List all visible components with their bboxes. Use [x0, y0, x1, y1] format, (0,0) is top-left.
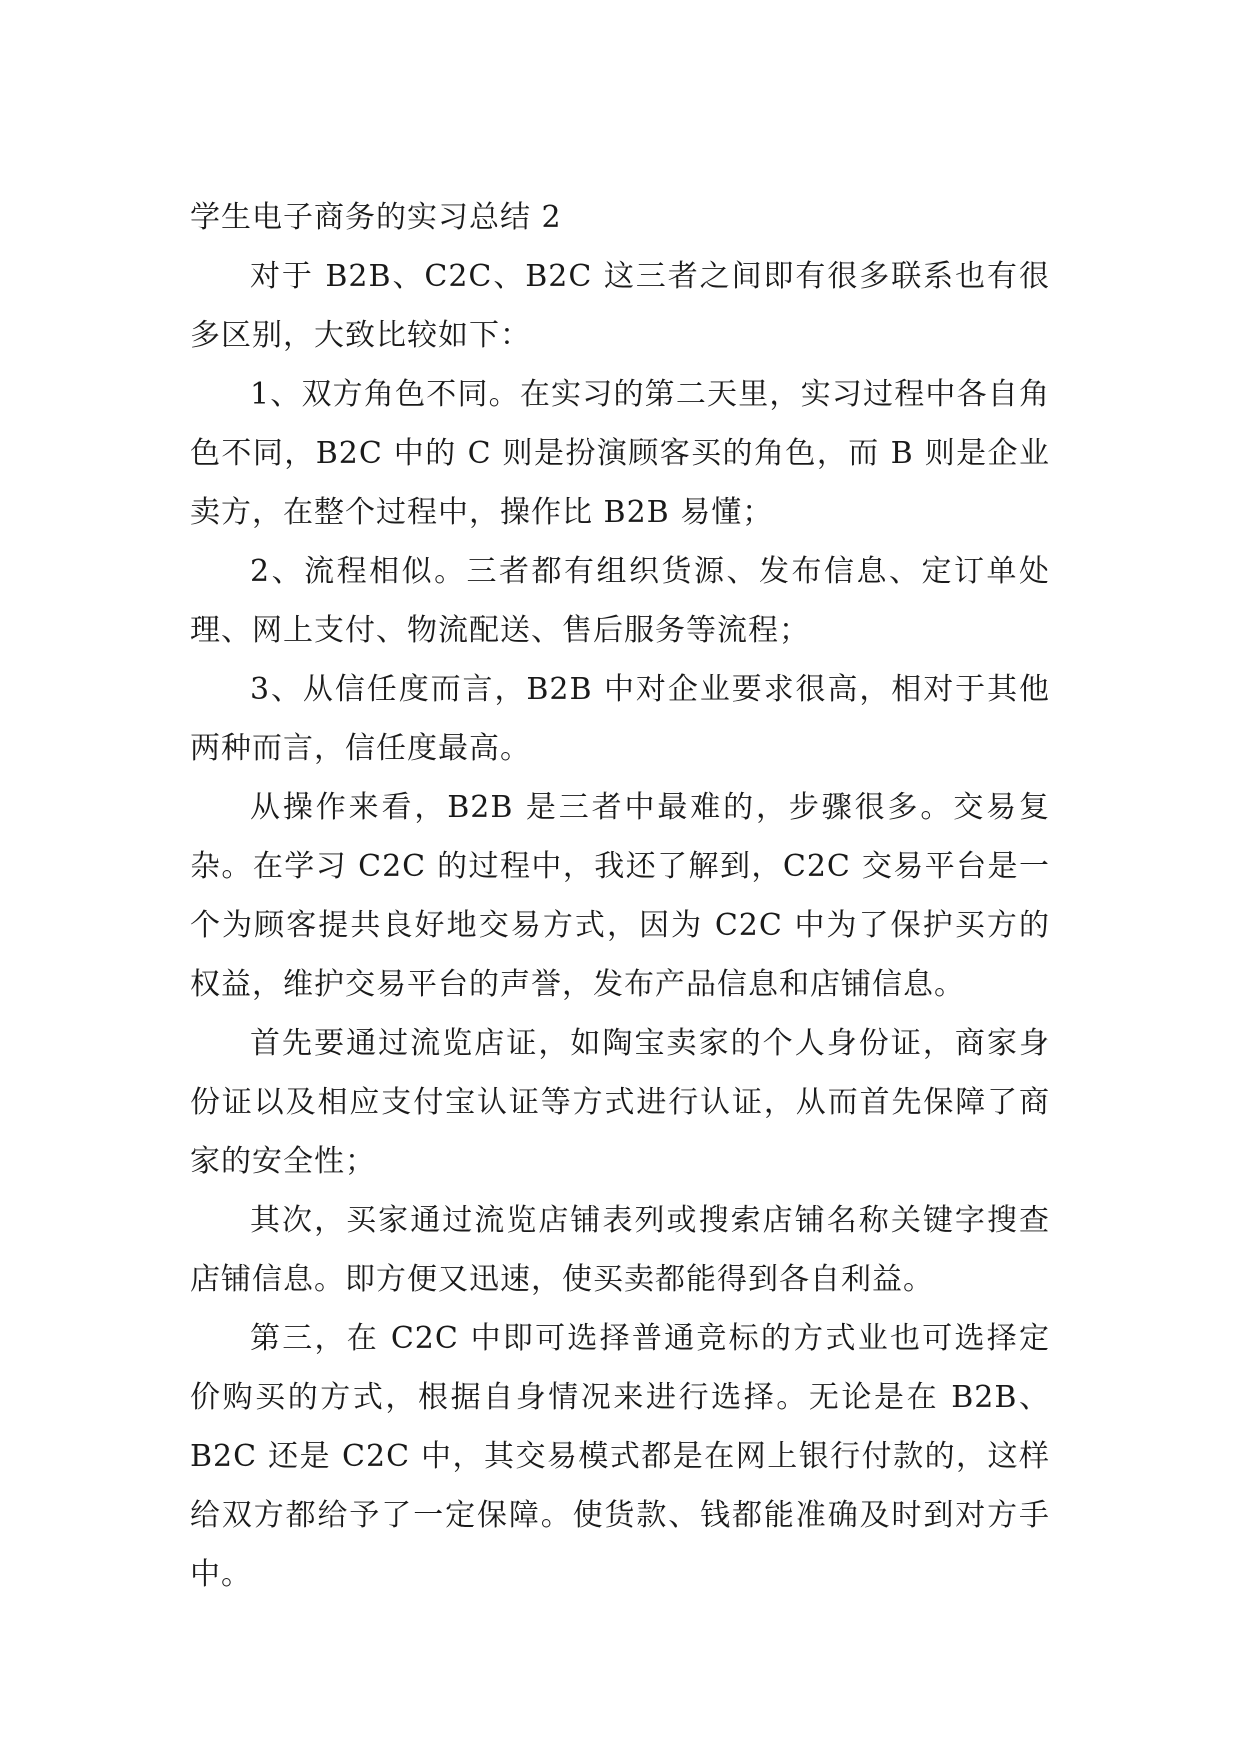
paragraph-third: 第三，在 C2C 中即可选择普通竞标的方式业也可选择定价购买的方式，根据自身情况来进行选择。无论是在 B2B、B2C 还是 C2C 中，其交易模式都是在网上银行付款的，这样给双方都给予了一定保障。使货款、钱都能准确及时到对方手中。: [190, 1321, 1050, 1592]
paragraph-intro: 对于 B2B、C2C、B2C 这三者之间即有很多联系也有很多区别，大致比较如下：: [190, 259, 1050, 353]
paragraph-first: 首先要通过流览店证，如陶宝卖家的个人身份证，商家身份证以及相应支付宝认证等方式进行认证，从而首先保障了商家的安全性；: [190, 1026, 1050, 1179]
document-body: [190, 188, 1050, 1604]
paragraph-point-3: 3、从信任度而言，B2B 中对企业要求很高，相对于其他两种而言，信任度最高。: [190, 672, 1050, 766]
paragraph-point-1: 1、双方角色不同。在实习的第二天里，实习过程中各自角色不同，B2C 中的 C 则是扮演顾客买的角色，而 B 则是企业卖方，在整个过程中，操作比 B2B 易懂；: [190, 377, 1050, 530]
paragraph-second: 其次，买家通过流览店铺表列或搜索店铺名称关键字搜查店铺信息。即方便又迅速，使买卖都能得到各自利益。: [190, 1203, 1050, 1297]
paragraph-operation: 从操作来看，B2B 是三者中最难的，步骤很多。交易复杂。在学习 C2C 的过程中，我还了解到，C2C 交易平台是一个为顾客提共良好地交易方式，因为 C2C 中为了保护买方的权益，维护交易平台的声誉，发布产品信息和店铺信息。: [190, 790, 1050, 1002]
document-title: 学生电子商务的实习总结 2: [190, 200, 562, 235]
paragraph-point-2: 2、流程相似。三者都有组织货源、发布信息、定订单处理、网上支付、物流配送、售后服务等流程；: [190, 554, 1050, 648]
